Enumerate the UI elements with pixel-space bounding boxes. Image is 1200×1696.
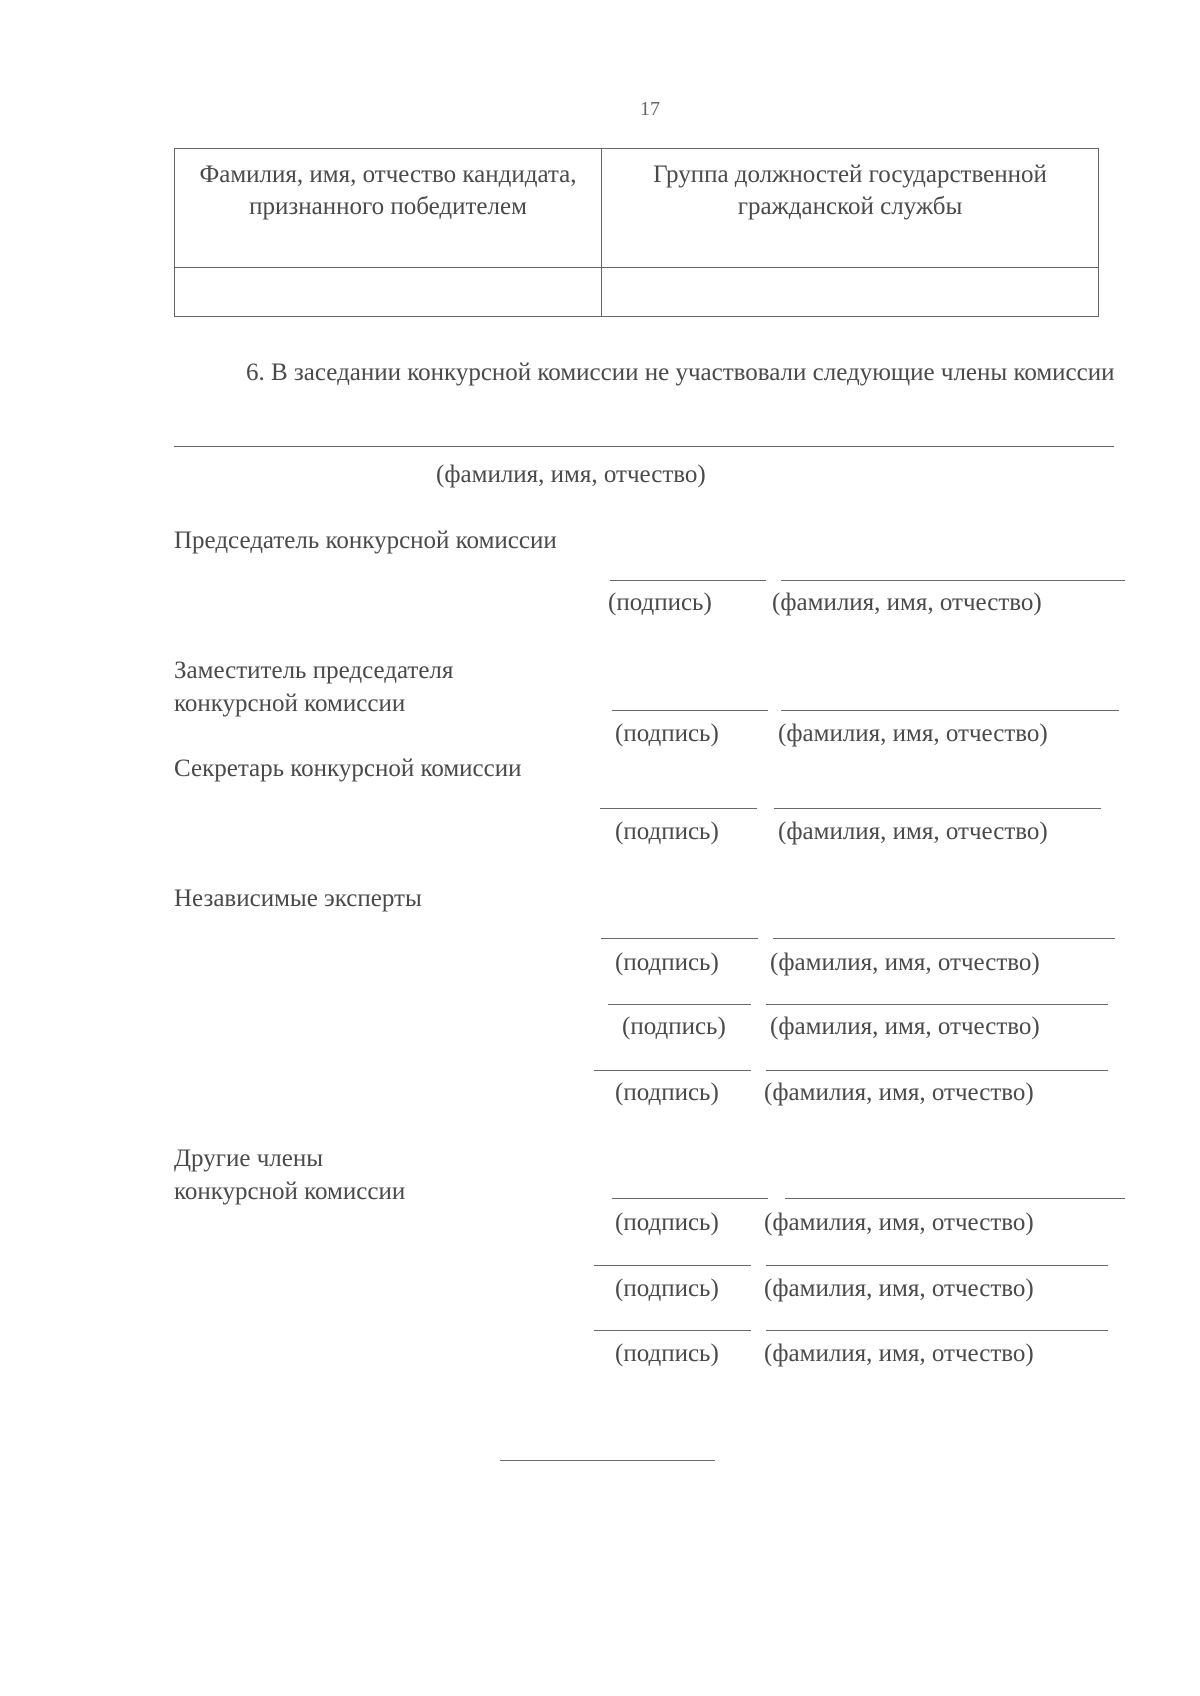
signature-caption: (подпись) xyxy=(608,589,712,616)
others-label-line1: Другие члены xyxy=(174,1145,324,1172)
signature-caption: (подпись) xyxy=(615,720,719,747)
signature-caption: (подпись) xyxy=(622,1013,726,1040)
others-label-line2: конкурсной комиссии xyxy=(174,1178,406,1205)
name-caption: (фамилия, имя, отчество) xyxy=(772,589,1042,616)
name-caption: (фамилия, имя, отчество) xyxy=(764,1209,1034,1236)
signature-caption: (подпись) xyxy=(615,1275,719,1302)
name-caption: (фамилия, имя, отчество) xyxy=(778,818,1048,845)
deputy-label-line2: конкурсной комиссии xyxy=(174,690,406,717)
deputy-label-line1: Заместитель председателя xyxy=(174,657,454,684)
name-line xyxy=(785,1198,1125,1199)
section-6-text: 6. В заседании конкурсной комиссии не участвовали следующие члены комиссии xyxy=(246,359,1115,386)
signature-line xyxy=(610,580,766,581)
header-position-group: Группа должностей государственной гражданской службы xyxy=(602,149,1099,268)
name-caption: (фамилия, имя, отчество) xyxy=(770,1013,1040,1040)
signature-caption: (подпись) xyxy=(615,1079,719,1106)
signature-line xyxy=(601,938,758,939)
name-line xyxy=(781,580,1125,581)
name-caption: (фамилия, имя, отчество) xyxy=(770,949,1040,976)
name-caption: (фамилия, имя, отчество) xyxy=(764,1275,1034,1302)
name-line xyxy=(781,710,1119,711)
page-number: 17 xyxy=(640,98,660,120)
signature-line xyxy=(594,1265,751,1266)
secretary-label: Секретарь конкурсной комиссии xyxy=(174,755,522,782)
signature-caption: (подпись) xyxy=(615,818,719,845)
name-line xyxy=(766,1265,1108,1266)
signature-line xyxy=(594,1070,751,1071)
absent-members-caption: (фамилия, имя, отчество) xyxy=(436,461,706,488)
name-caption: (фамилия, имя, отчество) xyxy=(764,1340,1034,1367)
signature-line xyxy=(612,710,768,711)
name-caption: (фамилия, имя, отчество) xyxy=(778,720,1048,747)
signature-line xyxy=(608,1004,751,1005)
name-line xyxy=(773,938,1115,939)
table-row xyxy=(175,268,1099,317)
experts-label: Независимые эксперты xyxy=(174,885,422,912)
name-line xyxy=(774,808,1101,809)
signature-caption: (подпись) xyxy=(615,1209,719,1236)
signature-line xyxy=(612,1198,768,1199)
absent-members-line xyxy=(174,446,1114,447)
chairman-label: Председатель конкурсной комиссии xyxy=(174,527,557,554)
signature-caption: (подпись) xyxy=(615,949,719,976)
name-caption: (фамилия, имя, отчество) xyxy=(764,1079,1034,1106)
name-line xyxy=(766,1330,1108,1331)
table-header-row xyxy=(175,149,1099,268)
cell-position-group xyxy=(602,268,1099,317)
name-line xyxy=(766,1004,1108,1005)
cell-candidate-name xyxy=(175,268,602,317)
header-candidate-name: Фамилия, имя, отчество кандидата, признанного победителем xyxy=(175,149,602,268)
end-separator-line xyxy=(500,1460,715,1461)
name-line xyxy=(766,1070,1108,1071)
signature-line xyxy=(600,808,757,809)
signature-line xyxy=(594,1330,751,1331)
winner-table xyxy=(174,148,1099,317)
signature-caption: (подпись) xyxy=(615,1340,719,1367)
